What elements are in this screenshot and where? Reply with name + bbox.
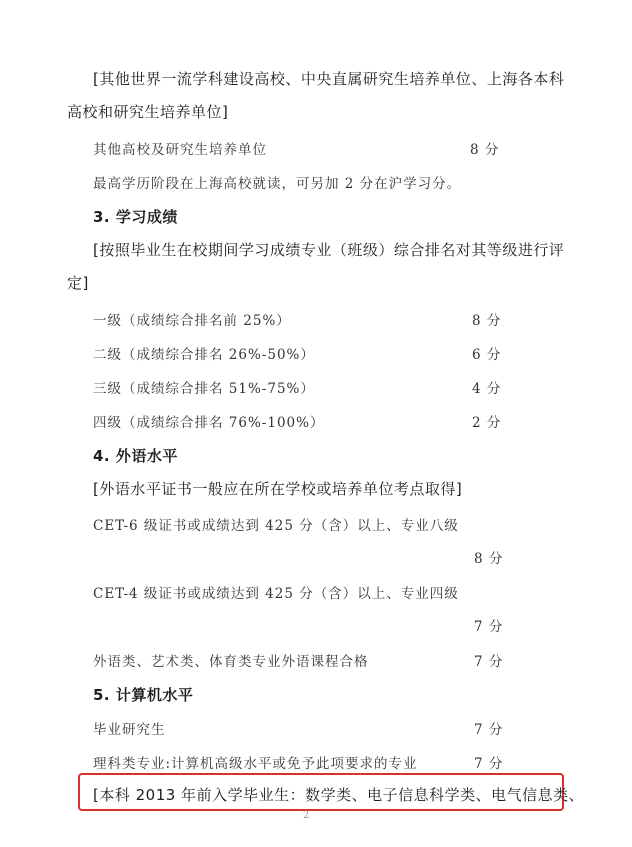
paragraph-line: 定] [67,274,89,292]
criterion-score: 4 分 [472,381,502,397]
paragraph-line: [按照毕业生在校期间学习成绩专业（班级）综合排名对其等级进行评 [93,241,565,259]
criterion-score: 7 分 [474,756,504,772]
criterion-label: 毕业研究生 [93,722,166,738]
paragraph-line: 最高学历阶段在上海高校就读，可另加 2 分在沪学习分。 [93,176,462,192]
criterion-label: 理科类专业:计算机高级水平或免予此项要求的专业 [93,756,418,772]
criterion-score: 2 分 [472,415,502,431]
criterion-label: 一级（成绩综合排名前 25%） [93,313,291,329]
page-number: 2 [303,810,310,821]
criterion-score: 7 分 [474,722,504,738]
criterion-label: 外语类、艺术类、体育类专业外语课程合格 [93,654,369,670]
paragraph-line: 高校和研究生培养单位] [67,103,229,121]
paragraph-line: [外语水平证书一般应在所在学校或培养单位考点取得] [93,480,463,498]
criterion-label: 二级（成绩综合排名 26%-50%） [93,347,315,363]
criterion-score: 6 分 [472,347,502,363]
criterion-label: CET-6 级证书或成绩达到 425 分（含）以上、专业八级 [93,518,459,534]
criterion-label: 三级（成绩综合排名 51%-75%） [93,381,315,397]
criterion-score: 7 分 [474,619,504,635]
criterion-score: 8 分 [474,551,504,567]
criterion-label: 其他高校及研究生培养单位 [93,142,267,158]
criterion-score: 8 分 [470,142,500,158]
criterion-label: CET-4 级证书或成绩达到 425 分（含）以上、专业四级 [93,586,459,602]
criterion-score: 8 分 [472,313,502,329]
section-heading: 3. 学习成绩 [93,208,178,226]
paragraph-line: [其他世界一流学科建设高校、中央直属研究生培养单位、上海各本科 [93,70,565,88]
section-heading: 5. 计算机水平 [93,686,194,704]
highlighted-line: [本科 2013 年前入学毕业生：数学类、电子信息科学类、电气信息类、 [93,786,585,804]
section-heading: 4. 外语水平 [93,447,178,465]
criterion-label: 四级（成绩综合排名 76%-100%） [93,415,325,431]
criterion-score: 7 分 [474,654,504,670]
